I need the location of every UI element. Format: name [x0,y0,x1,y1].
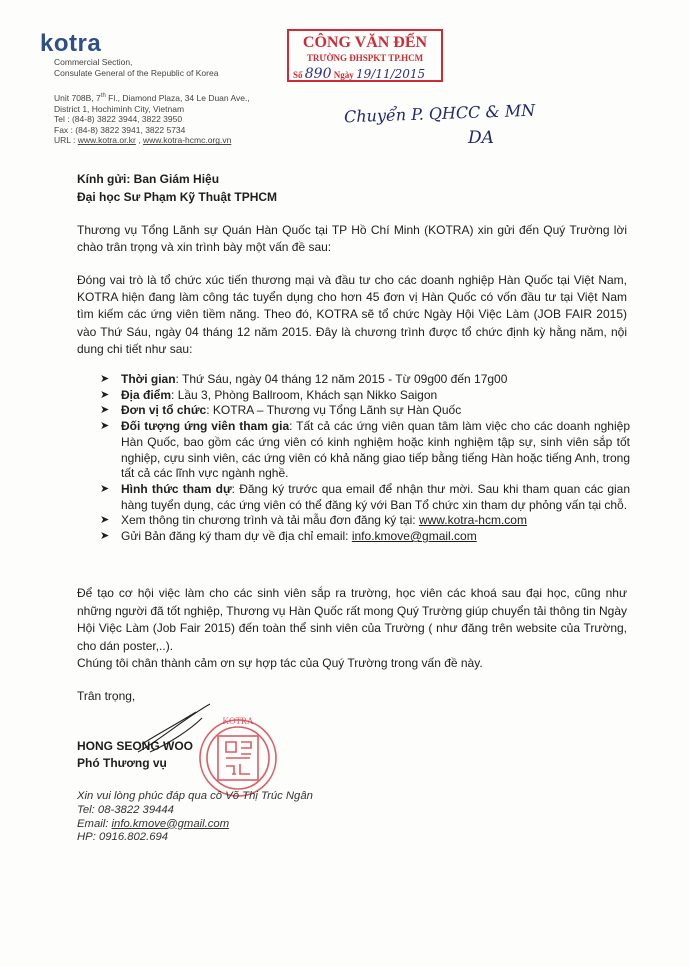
handwritten-initials: DA [468,128,494,148]
url-link-2[interactable]: www.kotra-hcmc.org.vn [142,135,232,146]
detail-label: Đơn vị tổ chức [121,403,207,418]
website-link[interactable]: www.kotra-hcm.com [418,513,527,528]
address-sup: th [100,93,106,100]
detail-text: Lầu 3, Phòng Ballroom, Khách sạn Nikko Saigon [177,387,438,402]
address-unit: Unit 708B, 7 [54,93,101,103]
detail-text: Thứ Sáu, ngày 04 tháng 12 năm 2015 - Từ 09g00 đến 17g00 [181,372,508,386]
email-link[interactable]: info.kmove@gmail.com [351,529,477,544]
contact-email [77,818,313,832]
arrow-bullet-icon: ➤ [100,420,110,433]
url-link-1[interactable]: www.kotra.or.kr [77,135,136,146]
stamp-so-label: Số [293,70,303,80]
arrow-bullet-icon: ➤ [100,530,110,543]
detail-item-website [100,513,630,529]
contact-line: Xin vui lòng phúc đáp qua cô Võ Thị Trúc Ngân [77,790,313,802]
stamp-ngay-value: 19/11/2015 [356,67,426,81]
contact-email-label: Email: [77,817,112,830]
detail-label: Địa điểm [121,387,172,402]
recipient-line-1: Kính gửi: Ban Giám Hiệu [77,172,220,186]
address-block [54,93,250,146]
recipient-line-2: Đại học Sư Phạm Kỹ Thuật TPHCM [77,190,278,204]
arrow-bullet-icon: ➤ [100,514,110,527]
address-line-2: District 1, Hochiminh City, Vietnam [54,103,185,114]
signer-block [77,738,193,771]
arrow-bullet-icon: ➤ [100,404,110,417]
fax-line: Fax : (84-8) 3822 3941, 3822 5734 [54,124,186,135]
detail-sep: : [175,372,182,386]
detail-item-organizer [100,403,630,419]
url-line [54,135,250,146]
detail-item-email [100,529,630,545]
detail-text: KOTRA – Thương vụ Tổng Lãnh sự Hàn Quốc [212,403,462,418]
signer-title: Phó Thương vụ [77,755,167,770]
org-line-1: Commercial Section, [54,57,133,67]
seal-text: KOTRA [222,716,254,726]
url-label: URL : [54,135,78,146]
detail-item-location [100,388,630,404]
arrow-bullet-icon: ➤ [100,373,110,385]
thanks-paragraph: Chúng tôi chân thành cảm ơn sự hợp tác của Quý Trường trong vấn đề này. [77,656,483,670]
stamp-ngay-label: Ngày [333,70,354,80]
closing-paragraph: Để tạo cơ hội việc làm cho các sinh viên sắp ra trường, học viên các khoá sau đại học, cũng như những người đã tốt nghiệp, Thương vụ Hàn Quốc rất mong Quý Trường giúp chuyển tải thông tin Ngày Hội Việc Làm (Job Fair 2015) đến toàn thể sinh viên của Trường ( như đăng trên website của Trường, cho dán poster,..). [77,586,627,653]
recipient-block [77,170,277,206]
stamp-number-row [293,66,425,82]
detail-item-time [100,372,630,388]
closing-salutation: Trân trọng, [77,689,136,703]
stamp-subtitle: TRƯỜNG ĐHSPKT TP.HCM [306,53,424,63]
intro-paragraph: Thương vụ Tổng Lãnh sự Quán Hàn Quốc tại TP Hồ Chí Minh (KOTRA) xin gửi đến Quý Trường lời chào trân trọng và xin trình bày một vấn đề sau: [77,223,627,255]
detail-label: Đối tượng ứng viên tham gia [121,419,290,434]
address-line-1 [54,93,250,104]
stamp-title: CÔNG VĂN ĐẾN [302,34,428,51]
detail-sep: : [289,419,297,434]
contact-hp: HP: 0916.802.694 [77,831,169,844]
arrow-bullet-icon: ➤ [100,388,110,401]
detail-text: Đăng ký trước qua email để nhận thư mời. Sau khi tham quan các gian hàng tuyển dụng, các ứng viên có thể đăng ký với Ban Tổ chức xin tham dự phỏng vấn tại chỗ. [121,481,631,512]
detail-item-format [100,482,630,513]
body-paragraph: Đóng vai trò là tổ chức xúc tiến thương mại và đầu tư cho các doanh nghiệp Hàn Quốc tại Việt Nam, KOTRA hiện đang làm công tác tuyển dụng cho hơn 45 đơn vị Hàn Quốc có vốn đầu tư tại Việt Nam tìm kiếm các ứng viên tiềm năng. Theo đó, KOTRA sẽ tổ chức Ngày Hội Việc Làm (JOB FAIR 2015) vào Thứ Sáu, ngày 04 tháng 12 năm 2015. Đây là chương trình được tổ chức định kỳ hằng năm, nội dung chi tiết như sau: [77,273,627,356]
detail-text: Gửi Bản đăng ký tham dự về địa chỉ email: [121,529,352,544]
contact-email-link[interactable]: info.kmove@gmail.com [111,817,230,830]
received-stamp [287,29,443,82]
detail-text: Tất cả các ứng viên quan tâm làm việc cho các doanh nghiệp Hàn Quốc, bao gồm các ứng viên có kinh nghiệm hoặc kinh nghiệm tập sự, sinh viên sắp tốt nghiệp, cựu sinh viên, các ứng viên có khả năng giao tiếp bằng tiếng Hàn hoặc tiếng Anh, trong tất cả các lĩnh vực ngành nghề. [121,419,630,481]
details-list [100,372,630,545]
detail-label: Hình thức tham dự [121,481,232,496]
stamp-so-value: 890 [304,66,332,82]
detail-sep: : [231,481,240,496]
org-line-2: Consulate General of the Republic of Korea [54,67,219,78]
contact-block [77,790,313,845]
detail-label: Thời gian [121,372,176,386]
detail-sep: : [171,387,178,402]
tel-line: Tel : (84-8) 3822 3944, 3822 3950 [54,114,183,125]
arrow-bullet-icon: ➤ [100,482,110,495]
signer-name: HONG SEONG WOO [77,739,194,753]
handwritten-annotation: Chuyển P. QHCC & MN [343,100,536,127]
detail-item-candidates [100,419,630,482]
contact-tel: Tel: 08-3822 39444 [77,803,174,816]
org-name [54,57,218,78]
detail-text: Xem thông tin chương trình và tải mẫu đơn đăng ký tại: [121,513,419,528]
kotra-logo: kotra [40,30,102,57]
address-rest: Fl., Diamond Plaza, 34 Le Duan Ave., [105,93,250,103]
detail-sep: : [206,403,213,418]
url-separator: , [135,135,143,146]
